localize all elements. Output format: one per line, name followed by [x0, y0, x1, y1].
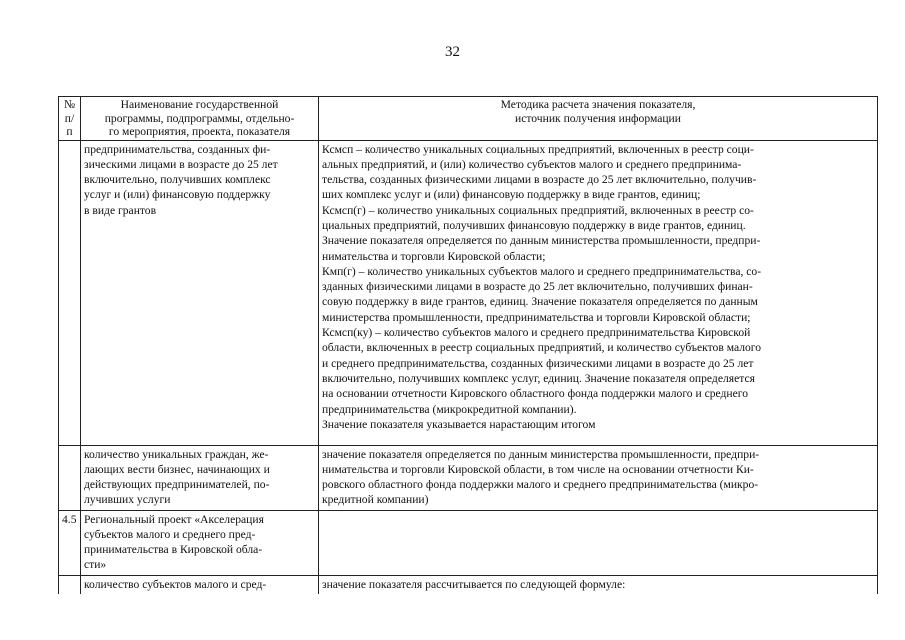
table-header-row [59, 97, 878, 141]
table-row [59, 445, 878, 510]
cell-line: предпринимательства, созданных фи- [84, 142, 271, 156]
cell-line: области, включенных в реестр социальных предприятий, и количество субъектов малого [322, 341, 762, 355]
cell-line: Ксмсп – количество уникальных социальных предприятий, включенных в реестр соци- [322, 142, 754, 156]
cell-name [81, 575, 319, 594]
cell-line: Кмп(г) – количество уникальных субъектов малого и среднего предпринимательства, со- [322, 264, 762, 278]
cell-line: Значение показателя указывается нарастающим итогом [322, 417, 596, 431]
cell-line: циальных предприятий, получивших финансовую поддержку в виде грантов, единиц. [322, 218, 746, 232]
cell-name [81, 140, 319, 445]
cell-line: совую поддержку в виде грантов, единиц. Значение показателя определяется по данным [322, 295, 758, 309]
cell-line: значение показателя определяется по данным министерства промышленности, предпри- [322, 447, 760, 461]
cell-num [59, 575, 81, 594]
cell-line: лающих вести бизнес, начинающих и [84, 462, 270, 476]
header-name-line: программы, подпрограммы, отдельно- [104, 111, 295, 125]
cell-line: сти» [84, 558, 107, 572]
cell-name [81, 445, 319, 510]
cell-line: альных предприятий, и (или) количество субъектов малого и среднего предпринима- [322, 157, 742, 171]
cell-line: ших комплекс услуг и (или) финансовую поддержку в виде грантов, единиц; [322, 188, 701, 202]
cell-line: Ксмсп(ку) – количество субъектов малого и среднего предпринимательства Кировской [322, 326, 751, 340]
cell-line: тельства, созданных физическими лицами в возрасте до 25 лет включительно, получив- [322, 173, 757, 187]
cell-line: включительно, получивших комплекс [84, 173, 271, 187]
cell-line: нимательства и торговли Кировской области, в том числе на основании отчетности Ки- [322, 462, 754, 476]
cell-name [81, 510, 319, 575]
header-num-line: п/п [64, 111, 75, 138]
cell-method [319, 445, 878, 510]
header-num-line: № [63, 98, 76, 111]
cell-line: количество уникальных граждан, же- [84, 447, 269, 461]
cell-num: 4.5 [59, 510, 81, 575]
cell-method [319, 575, 878, 594]
cell-line: лучивших услуги [84, 493, 171, 507]
header-method [319, 97, 878, 141]
cell-line: министерства промышленности, предпринимательства и торговли Кировской области; [322, 310, 751, 324]
cell-line: Значение показателя определяется по данным министерства промышленности, предпри- [322, 234, 761, 248]
table-row [59, 510, 878, 575]
table-row [59, 575, 878, 594]
cell-line: зическими лицами в возрасте до 25 лет [84, 157, 278, 171]
header-name [81, 97, 319, 141]
table-row [59, 140, 878, 445]
cell-line: зданных физическими лицами в возрасте до 25 лет включительно, получивших финан- [322, 280, 753, 294]
cell-line: субъектов малого и среднего пред- [84, 527, 256, 541]
cell-line: и среднего предпринимательства, созданных физическими лицами в возрасте до 25 лет [322, 356, 754, 370]
cell-line: Ксмсп(г) – количество уникальных социальных предприятий, включенных в реестр со- [322, 203, 754, 217]
cell-line: Региональный проект «Акселерация [84, 512, 264, 526]
header-method-line: Методика расчета значения показателя, [500, 98, 696, 111]
header-name-line: Наименование государственной [120, 98, 279, 111]
cell-num [59, 445, 81, 510]
cell-line: в виде грантов [84, 203, 157, 217]
cell-line: действующих предпринимателей, по- [84, 478, 270, 492]
cell-line: включительно, получивших комплекс услуг, единиц. Значение показателя определяется [322, 371, 755, 385]
cell-line: кредитной компании) [322, 493, 429, 507]
cell-line: на основании отчетности Кировского областного фонда поддержки малого и среднего [322, 387, 749, 401]
cell-line: количество субъектов малого и сред- [84, 577, 267, 591]
cell-line: услуг и (или) финансовую поддержку [84, 188, 271, 202]
header-num [59, 97, 81, 141]
cell-line: предпринимательства (микрокредитной компании). [322, 402, 577, 416]
header-name-line: го мероприятия, проекта, показателя [108, 125, 291, 138]
indicator-table [58, 96, 878, 594]
header-method-line: источник получения информации [515, 111, 681, 125]
cell-line: ровского областного фонда поддержки малого и среднего предпринимательства (микро- [322, 478, 759, 492]
cell-line: принимательства в Кировской обла- [84, 543, 263, 557]
page-number: 32 [445, 44, 460, 60]
cell-method [319, 510, 878, 575]
cell-line: значение показателя рассчитывается по следующей формуле: [322, 577, 626, 591]
cell-method [319, 140, 878, 445]
cell-line: нимательства и торговли Кировской области; [322, 249, 546, 263]
cell-num [59, 140, 81, 445]
